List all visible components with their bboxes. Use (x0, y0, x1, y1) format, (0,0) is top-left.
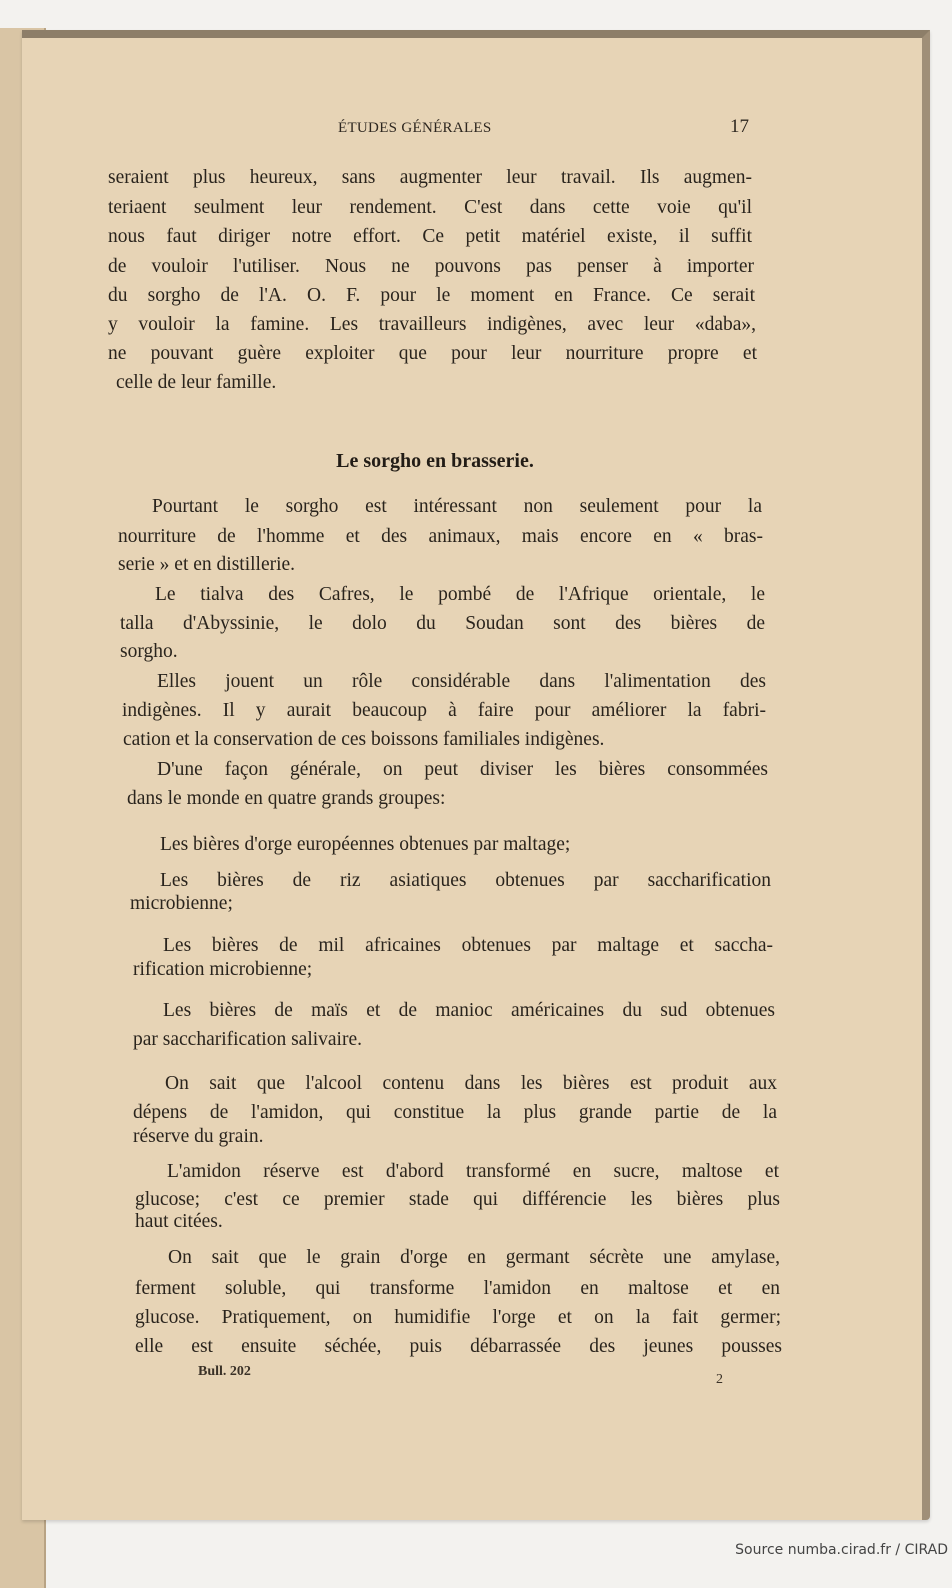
text-line: Pourtant le sorgho est intéressant non seulement pour la (152, 496, 762, 517)
text-line: Elles jouent un rôle considérable dans l'alimentation des (157, 671, 766, 692)
text-line: Les bières de maïs et de manioc américaines du sud obtenues (163, 1000, 775, 1021)
text-line: Le tialva des Cafres, le pombé de l'Afrique orientale, le (155, 584, 765, 605)
text-line: dans le monde en quatre grands groupes: (127, 788, 446, 809)
text-line: ne pouvant guère exploiter que pour leur nourriture propre et (108, 343, 757, 364)
signature-number: 2 (716, 1372, 723, 1387)
text-line: serie » et en distillerie. (118, 554, 296, 575)
signature-label: Bull. 202 (198, 1364, 251, 1379)
text-line: elle est ensuite séchée, puis débarrassée des jeunes pousses (135, 1336, 782, 1357)
text-line: par saccharification salivaire. (133, 1029, 363, 1050)
page-number: 17 (730, 116, 749, 137)
text-line: On sait que l'alcool contenu dans les bières est produit aux (165, 1073, 777, 1094)
text-line: haut citées. (135, 1211, 223, 1232)
text-line: de vouloir l'utiliser. Nous ne pouvons pas penser à importer (108, 256, 754, 277)
text-line: Les bières de riz asiatiques obtenues par saccharification (160, 870, 771, 891)
text-line: sorgho. (120, 641, 178, 662)
text-line: On sait que le grain d'orge en germant sécrète une amylase, (168, 1247, 780, 1268)
text-line: glucose. Pratiquement, on humidifie l'orge et on la fait germer; (135, 1307, 781, 1328)
text-line: talla d'Abyssinie, le dolo du Soudan sont des bières de (120, 613, 765, 634)
text-line: celle de leur famille. (116, 372, 277, 393)
text-line: réserve du grain. (133, 1126, 264, 1147)
running-title: ÉTUDES GÉNÉRALES (338, 120, 492, 136)
text-line: indigènes. Il y aurait beaucoup à faire pour améliorer la fabri- (122, 700, 766, 721)
text-line: D'une façon générale, on peut diviser les bières consommées (157, 759, 768, 780)
text-line: du sorgho de l'A. O. F. pour le moment en France. Ce serait (108, 285, 755, 306)
text-line: glucose; c'est ce premier stade qui différencie les bières plus (135, 1189, 780, 1210)
text-line: nourriture de l'homme et des animaux, mais encore en « bras- (118, 526, 763, 547)
text-line: rification microbienne; (133, 959, 313, 980)
text-line: L'amidon réserve est d'abord transformé en sucre, maltose et (167, 1161, 779, 1182)
section-heading: Le sorgho en brasserie. (336, 450, 534, 472)
text-line: dépens de l'amidon, qui constitue la plus grande partie de la (133, 1102, 777, 1123)
text-line: seraient plus heureux, sans augmenter leur travail. Ils augmen- (108, 167, 752, 188)
text-line: ferment soluble, qui transforme l'amidon en maltose et en (135, 1278, 780, 1299)
text-line: cation et la conservation de ces boissons familiales indigènes. (123, 729, 605, 750)
text-line: nous faut diriger notre effort. Ce petit matériel existe, il suffit (108, 226, 752, 247)
text-line: microbienne; (130, 893, 233, 914)
text-line: Les bières de mil africaines obtenues par maltage et saccha- (163, 935, 773, 956)
text-line: Les bières d'orge européennes obtenues par maltage; (160, 834, 571, 855)
source-credit: Source numba.cirad.fr / CIRAD (735, 1542, 948, 1558)
text-line: y vouloir la famine. Les travailleurs indigènes, avec leur «daba», (108, 314, 756, 335)
text-line: teriaent seulment leur rendement. C'est dans cette voie qu'il (108, 197, 752, 218)
